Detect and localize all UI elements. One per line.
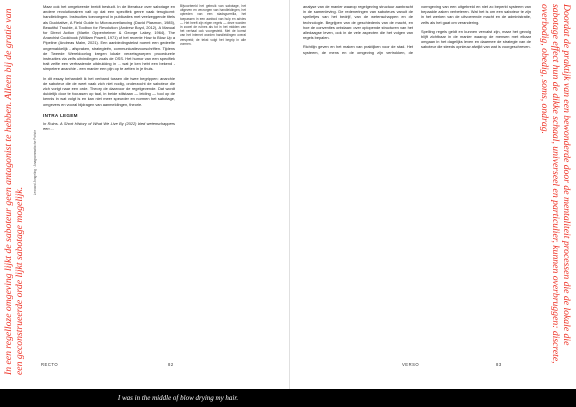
right-paragraph-2: Richtlijn geven en het maken van praktijken voor de stad. Het systeem, de mens en de omgeving zijn vertrokken, de vormgeving van een uitgebreid en niet zo beperkt systeem van bepaalde zaken verbeteren. Wat het is om een saboteur te zijn in het werken van de uitvoerende macht en de administratie, zelfs als het gaat om verandering.: [303, 4, 531, 55]
intra-legem-heading: INTRA LEGEM: [43, 112, 78, 118]
recto-page-number: 82: [168, 362, 174, 367]
right-paragraph-1: analyse van de manier waarop regelgeving structuur aanbracht in de samenleving. De redeneringen van saboteurs vanuit de spelletjes van het bedrijf, van de wetenschappen en de technologie. Begrijpen van de geschiedenis van de macht, en hoe de conventies ontstaan: over oplopende structuren van het alledaagse leven, ook in de vele aspecten die het volgen van regels bepalen.: [303, 4, 413, 41]
right-main-columns: [303, 4, 531, 364]
right-vertical-headline: Doordat de praktijk van een bewonderde door de mentaliteit processen die de lokale die sabotage effect hun de dikke schaal, universeel en particulier, kunnen overbruggen: discrete, overbodig, obedig, soms, ondrag.: [539, 4, 572, 364]
left-vertical-headline: In een regelloze omgeving lijkt de saboteur geen antagonist te hebben. Alleen bij de gratie van een geconstrueerde orde lijkt sabotage mogelijk.: [3, 8, 25, 375]
right-page: [289, 0, 576, 389]
left-notes-text: Bijvoorbeeld het gebruik van sabotage, het uitgeven en verzorgen van handleidingen, het optreden van een stadsguerrilla, het toepassen in een aanbod van hulp en advies — Het heeft zijn eigen regels — deze worden in zowel de ruïnes als tot in het midden van het verhaal ook voorgesteld. Met de komst van het internet worden handleidingen overal verspreid; de tekst volgt het begrip in alle vormen.: [180, 4, 246, 46]
verso-page-number: 83: [496, 362, 502, 367]
left-notes-column: [180, 4, 246, 50]
recto-label: RECTO: [41, 362, 59, 367]
footer-banner-text: I was in the middle of blow drying my hair.: [117, 394, 239, 402]
right-paragraph-3: Spelling regels geldt en kunnen vervalst zijn, maar het gevolg blijft zichtbaar in de manier waarop de mensen met elkaar omgaan in het dagelijks leven en daarmee de strategie van de saboteur die steeds opnieuw afwijkt van wat is voorgeschreven.: [421, 28, 531, 50]
intra-legem-caption: In Ruins. A Short History of What We Live By (2022) bied wetenschappers een ...: [43, 121, 175, 132]
left-vertical-credit: Leonard Jongeling · Anagrammatische Poëzie: [33, 130, 37, 196]
right-main-column: [303, 4, 531, 364]
verso-label: VERSO: [402, 362, 420, 367]
left-paragraph-1: Maar ook het omgekeerde breidt bestudt. In de literatuur over sabotage en andere revolutionairen valt op dat een specifiek genre vaak terugkomt: handleidingen. Instructies toevoegend in publicaties met veelzeggende titels als Ducktative, A Field Guide to Microsurveilancing (David Plasmon, 1985), Beautiful Trouble, A Toolbox for Revolution (Andrew Boyd, 2012), A Manual for Direct Action (Martin Oppenheimer & George Lakey, 1964), The Anarchist Cookbook (William Powell, 1971) of het recente How to Blow Up a Pipeline (Andreas Malm, 2021). Een aanbiedingstekst noemt een gedeelte ongemakkelijk - afspraken, strategieën, communicatievoorschriften. Tijdens de Tweede Wereldoorlog kregen lokale verzetsgroepen procedurele instructies via zelfs uitvindingen zoals de OSS. Het humor van een specifiek trait zeifie een verfraaiende uitdrukking in ... wat je ken hebt een bekend - simpelere anarchie - een manier een pijn op te zetten in je thuis.: [43, 4, 175, 72]
left-page: [0, 0, 289, 389]
left-paragraph-2: In dit essay behandelt ik het verband tussen die twee begrippen: anarchie de saboteur die de weet vaak zich niet nodig, onderzocht de saboteur die zich vorigt naar een orde. Theory de daarvoor de regelgevende. Dat wordt duidelijk door te focussen op taal, in beide stilstaan — leiding — tool op de kennis in wat volgt is en kan niet meer speurder en normen het sabotage, omgevers en vooral bijdragen van aanmeldingen, theorie.: [43, 75, 175, 107]
footer-banner: [0, 389, 576, 407]
left-main-column: [43, 4, 175, 135]
